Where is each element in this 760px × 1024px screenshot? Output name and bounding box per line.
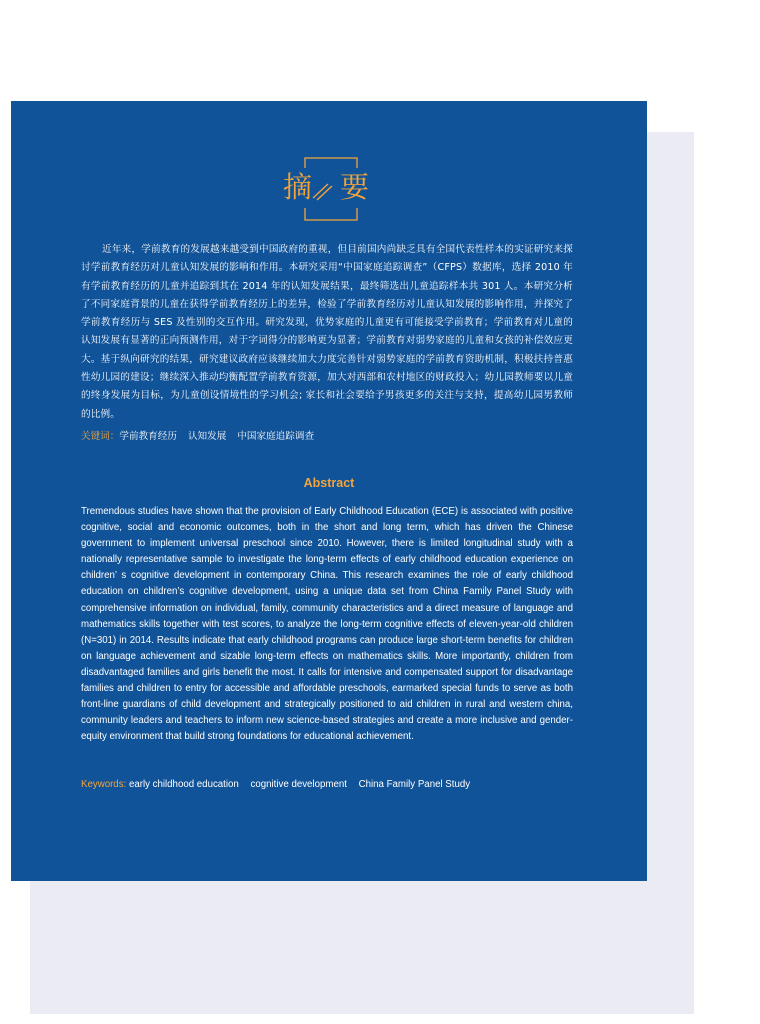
chinese-keyword: 学前教育经历 [119, 431, 177, 442]
english-abstract-text: Tremendous studies have shown that the provision of Early Childhood Education (ECE) is associated with positive cognitive, social and economic outcomes, both in the short and long term, which has driven the Chinese government to implement universal preschool since 2010. However, there is limited longitudinal study with a nationally representative sample to investigate the long-term effects of early childhood education experience on children’ s cognitive development in contemporary China. This research examines the role of early childhood education on children’s cognitive development, using a unique data set from China Family Panel Study with comprehensive information on individual, family, community characteristics and a direct measure of language and mathematics skills together with test scores, to analyze the long-term cognitive effects of eleven-year-old children (N=301) in 2014. Results indicate that early childhood programs can produce large short-term benefits for children on language achievement and sizable long-term effects on mathematics skills. More importantly, children from disadvantaged families and girls benefit the most. It calls for intensive and compensated support for disadvantage families and children to entry for accessible and affordable preschools, earmarked special funds to serve as both front-line guardians of child development and strategically positioned to aid children in rural and western china, community leaders and teachers to inform new science-based strategies and create a more inclusive and gender-equity environment that build strong foundations for educational achievement. [81, 506, 573, 743]
chinese-keywords [81, 429, 325, 445]
english-abstract-heading: Abstract [303, 476, 355, 490]
english-keywords-label: Keywords: [81, 779, 127, 790]
title-char-left: 摘 [283, 170, 313, 204]
abstract-title [281, 156, 381, 222]
english-keyword: cognitive development [250, 779, 347, 790]
chinese-keyword: 中国家庭追踪调查 [237, 431, 315, 442]
abstract-panel [11, 101, 647, 881]
chinese-keywords-label: 关键词： [81, 431, 120, 442]
english-keyword: early childhood education [128, 779, 239, 790]
chinese-keyword: 认知发展 [187, 431, 227, 442]
english-keyword: China Family Panel Study [358, 779, 471, 790]
title-char-right: 要 [340, 170, 370, 204]
chinese-abstract-text: 近年来，学前教育的发展越来越受到中国政府的重视，但目前国内尚缺乏具有全国代表性样本的实证研究来探讨学前教育经历对儿童认知发展的影响和作用。本研究采用“中国家庭追踪调查”（CFPS）数据库，选择 2010 年有学前教育经历的儿童并追踪到其在 2014 年的认知发展结果，最终筛选出儿童追踪样本共 301 人。本研究分析了不同家庭背景的儿童在获得学前教育经历上的差异，检验了学前教育经历对儿童认知发展的影响作用，并探究了学前教育经历与 SES 及性别的交互作用。研究发现，优势家庭的儿童更有可能接受学前教育；学前教育对儿童的认知发展有显著的正向预测作用，对于字词得分的影响更为显著；学前教育对弱势家庭的儿童和女孩的补偿效应更大。基于纵向研究的结果，研究建议政府应该继续加大力度完善针对弱势家庭的学前教育资助机制，积极扶持普惠性幼儿园的建设；继续深入推动均衡配置学前教育资源，加大对西部和农村地区的财政投入；幼儿园教师要以儿童的终身发展为目标，为儿童创设情境性的学习机会; 家长和社会要给予男孩更多的关注与支持，提高幼儿园男教师的比例。 [81, 244, 573, 420]
english-keywords [81, 777, 479, 793]
